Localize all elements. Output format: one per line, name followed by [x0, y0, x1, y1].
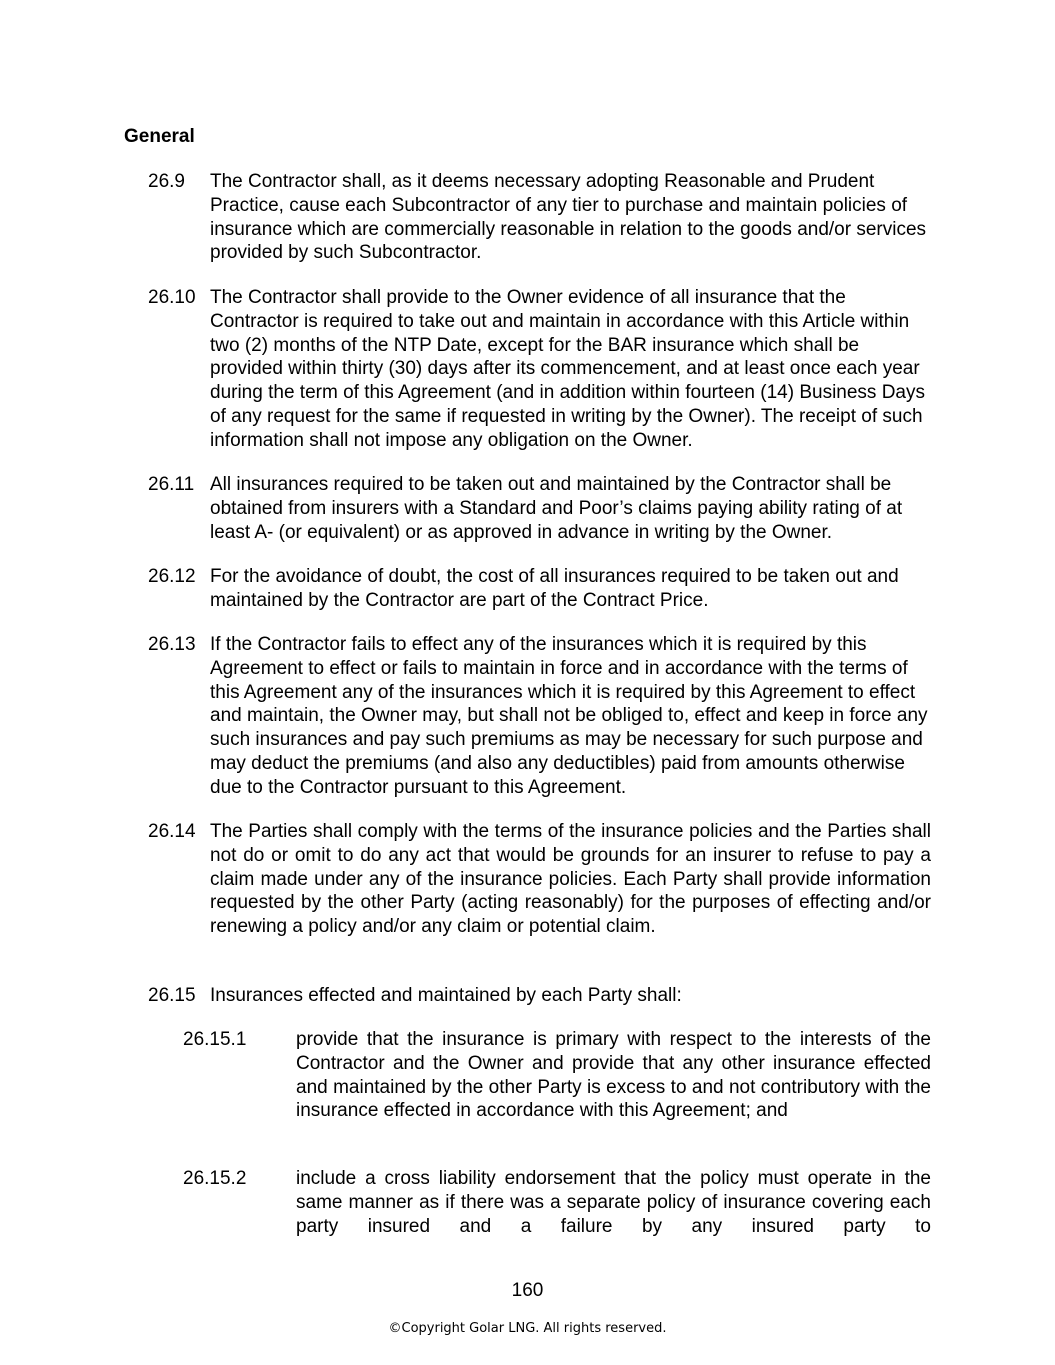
clause-text: The Contractor shall, as it deems necessary adopting Reasonable and Prudent Practice, cause each Subcontractor of any tier to purchase and maintain policies of insurance which are commercially reasonable in relation to the goods and/or services provided by such Subcontractor.: [210, 171, 927, 264]
clause-number: 26.14: [148, 821, 196, 842]
copyright-notice: ©Copyright Golar LNG. All rights reserved.: [388, 1321, 667, 1336]
subclause-26-15-1: [183, 1028, 931, 1123]
clause-number: 26.11: [148, 474, 195, 495]
clause-text: For the avoidance of doubt, the cost of all insurances required to be taken out and maintained by the Contractor are part of the Contract Price.: [210, 566, 899, 611]
section-heading: General: [124, 126, 195, 147]
subclause-text: include a cross liability endorsement that the policy must operate in the same manner as if there was a separate policy of insurance covering each party insured and a failure by any insured party to: [296, 1168, 931, 1237]
subclause-text: provide that the insurance is primary with respect to the interests of the Contractor and the Owner and provide that any other insurance effected and maintained by the other Party is excess to and not contributory with the insurance effected in accordance with this Agreement; and: [296, 1029, 931, 1122]
clause-text: If the Contractor fails to effect any of the insurances which it is required by this Agreement to effect or fails to maintain in force and in accordance with the terms of this Agreement any of the insurances which it is required by this Agreement to effect and maintain, the Owner may, but shall not be obliged to, effect and keep in force any such insurances and pay such premiums as may be necessary for such purpose and may deduct the premiums (and also any deductibles) paid from amounts otherwise due to the Contractor pursuant to this Agreement.: [210, 634, 928, 798]
clause-26-12: [148, 565, 931, 613]
clause-number: 26.15: [148, 985, 196, 1006]
clause-number: 26.10: [148, 287, 196, 308]
subclause-number: 26.15.1: [183, 1029, 247, 1050]
clause-text: The Contractor shall provide to the Owner evidence of all insurance that the Contractor is required to take out and maintain in accordance with this Article within two (2) months of the NTP Date, except for the BAR insurance which shall be provided within thirty (30) days after its commencement, and at least once each year during the term of this Agreement (and in addition within fourteen (14) Business Days of any request for the same if requested in writing by the Owner). The receipt of such information shall not impose any obligation on the Owner.: [210, 287, 925, 451]
subclause-26-15-2: [183, 1167, 931, 1238]
clause-26-9: [148, 170, 931, 265]
clause-number: 26.12: [148, 566, 196, 587]
clause-26-10: [148, 286, 931, 453]
clause-text: The Parties shall comply with the terms of the insurance policies and the Parties shall not do or omit to do any act that would be grounds for an insurer to refuse to pay a claim made under any of the insurance policies. Each Party shall provide information requested by the other Party (acting reasonably) for the purposes of effecting and/or renewing a policy and/or any claim or potential claim.: [210, 821, 931, 938]
clause-text: Insurances effected and maintained by each Party shall:: [210, 985, 682, 1006]
page-number: 160: [511, 1280, 544, 1301]
subclause-number: 26.15.2: [183, 1168, 247, 1189]
clause-number: 26.13: [148, 634, 196, 655]
clause-text: All insurances required to be taken out and maintained by the Contractor shall be obtained from insurers with a Standard and Poor’s claims paying ability rating of at least A- (or equivalent) or as approved in advance in writing by the Owner.: [210, 474, 903, 543]
clause-26-14: [148, 820, 931, 939]
clause-26-15: [148, 984, 931, 1008]
clause-number: 26.9: [148, 171, 185, 192]
clause-26-11: [148, 473, 931, 544]
clause-26-13: [148, 633, 931, 800]
